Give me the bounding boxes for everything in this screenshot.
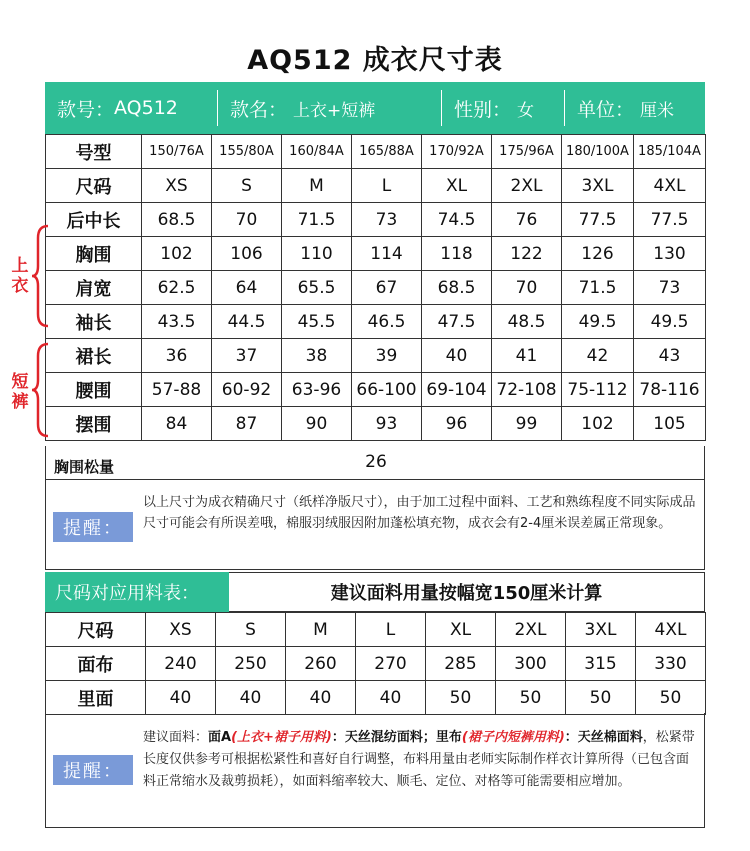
- table-cell: 70: [212, 203, 282, 237]
- table-cell: 40: [286, 681, 356, 715]
- tip-highlight: (裙子内短裤用料): [461, 730, 565, 745]
- row-label: 摆围: [46, 407, 142, 441]
- table-cell: 87: [212, 407, 282, 441]
- table-cell: 50: [566, 681, 636, 715]
- tip-text: 以上尺寸为成衣精确尺寸（纸样净版尺寸），由于加工过程中面料、工艺和熟练程度不同实际成品尺寸可能会有所误差哦，棉服羽绒服因附加蓬松填充物，成衣会有2-4厘米误差属正常现象。: [143, 495, 696, 531]
- table-cell: XS: [146, 613, 216, 647]
- table-cell: M: [286, 613, 356, 647]
- table-row: [46, 681, 706, 715]
- table-cell: 2XL: [496, 613, 566, 647]
- table-cell: 285: [426, 647, 496, 681]
- table-cell: 76: [492, 203, 562, 237]
- table-cell: XL: [422, 169, 492, 203]
- table-row: [46, 407, 706, 441]
- table-cell: 110: [282, 237, 352, 271]
- bottom-brace-icon: [30, 342, 52, 438]
- table-cell: 73: [634, 271, 706, 305]
- row-label: 腰围: [46, 373, 142, 407]
- table-cell: 180/100A: [562, 135, 634, 169]
- table-cell: 50: [496, 681, 566, 715]
- table-cell: 60-92: [212, 373, 282, 407]
- spec-header-bar: [45, 82, 705, 134]
- table-cell: 48.5: [492, 305, 562, 339]
- table-cell: 102: [142, 237, 212, 271]
- fabric-table: [45, 612, 706, 715]
- table-cell: 330: [636, 647, 706, 681]
- table-cell: L: [356, 613, 426, 647]
- table-cell: 69-104: [422, 373, 492, 407]
- row-label: 里面: [46, 681, 146, 715]
- chest-ease-row: [45, 446, 705, 480]
- table-cell: 4XL: [634, 169, 706, 203]
- table-row: [46, 135, 706, 169]
- tip-text-part: ：天丝混纺面料；里布: [331, 730, 462, 745]
- table-cell: 64: [212, 271, 282, 305]
- table-cell: 42: [562, 339, 634, 373]
- tip-text-part: ：: [564, 730, 578, 745]
- table-cell: XS: [142, 169, 212, 203]
- table-cell: 315: [566, 647, 636, 681]
- tip-text-part: 天丝棉面料: [577, 730, 643, 745]
- table-cell: 114: [352, 237, 422, 271]
- table-cell: 4XL: [636, 613, 706, 647]
- table-cell: 160/84A: [282, 135, 352, 169]
- tip-badge: 提醒：: [53, 512, 133, 542]
- row-label: 胸围: [46, 237, 142, 271]
- table-cell: 99: [492, 407, 562, 441]
- table-cell: 3XL: [562, 169, 634, 203]
- table-row: [46, 647, 706, 681]
- table-cell: 2XL: [492, 169, 562, 203]
- table-cell: 67: [352, 271, 422, 305]
- table-cell: 36: [142, 339, 212, 373]
- row-label: 袖长: [46, 305, 142, 339]
- top-garment-side-label: 上衣: [11, 256, 29, 296]
- tip-highlight: (上衣+裙子用料): [231, 730, 332, 745]
- table-cell: 65.5: [282, 271, 352, 305]
- table-cell: 175/96A: [492, 135, 562, 169]
- table-row: [46, 339, 706, 373]
- table-cell: 106: [212, 237, 282, 271]
- unit-value: 厘米: [640, 100, 675, 121]
- style-number: [45, 82, 217, 134]
- row-label: 号型: [46, 135, 142, 169]
- table-cell: 105: [634, 407, 706, 441]
- table-row: [46, 169, 706, 203]
- table-cell: 150/76A: [142, 135, 212, 169]
- table-cell: 50: [426, 681, 496, 715]
- table-cell: 41: [492, 339, 562, 373]
- table-cell: 170/92A: [422, 135, 492, 169]
- style-number-label: 款号：: [57, 98, 115, 121]
- table-cell: 84: [142, 407, 212, 441]
- table-cell: 77.5: [634, 203, 706, 237]
- table-cell: 72-108: [492, 373, 562, 407]
- tip-badge: 提醒：: [53, 755, 133, 785]
- unit: [565, 82, 703, 134]
- style-name: [218, 82, 441, 134]
- table-cell: S: [216, 613, 286, 647]
- table-cell: XL: [426, 613, 496, 647]
- table-cell: 57-88: [142, 373, 212, 407]
- table-cell: 71.5: [282, 203, 352, 237]
- style-number-value: AQ512: [114, 97, 178, 119]
- table-cell: L: [352, 169, 422, 203]
- table-cell: S: [212, 169, 282, 203]
- tip-text-part: 建议面料：: [143, 730, 209, 745]
- table-cell: 40: [356, 681, 426, 715]
- table-cell: 240: [146, 647, 216, 681]
- shorts-side-label: 短裤: [11, 372, 29, 412]
- table-row: [46, 613, 706, 647]
- table-cell: 49.5: [562, 305, 634, 339]
- table-cell: 38: [282, 339, 352, 373]
- table-cell: 49.5: [634, 305, 706, 339]
- table-row: [46, 373, 706, 407]
- table-cell: 75-112: [562, 373, 634, 407]
- tip-box-sizes: [45, 480, 705, 570]
- table-cell: 102: [562, 407, 634, 441]
- table-cell: 40: [216, 681, 286, 715]
- table-cell: 74.5: [422, 203, 492, 237]
- size-table: [45, 134, 706, 441]
- unit-label: 单位：: [577, 98, 635, 121]
- table-cell: 122: [492, 237, 562, 271]
- table-cell: 40: [422, 339, 492, 373]
- table-row: [46, 237, 706, 271]
- style-name-value: 上衣+短裤: [293, 100, 376, 121]
- table-cell: 118: [422, 237, 492, 271]
- table-cell: 93: [352, 407, 422, 441]
- fabric-section-subtitle: 建议面料用量按幅宽150厘米计算: [229, 572, 705, 612]
- table-cell: 47.5: [422, 305, 492, 339]
- table-cell: 44.5: [212, 305, 282, 339]
- gender-label: 性别：: [454, 98, 512, 121]
- style-name-label: 款名：: [230, 98, 288, 121]
- table-cell: 126: [562, 237, 634, 271]
- table-cell: 37: [212, 339, 282, 373]
- table-cell: 43.5: [142, 305, 212, 339]
- page-title: AQ512 成衣尺寸表: [247, 45, 503, 76]
- table-cell: 71.5: [562, 271, 634, 305]
- top-brace-icon: [30, 224, 52, 328]
- table-row: [46, 203, 706, 237]
- table-cell: 77.5: [562, 203, 634, 237]
- table-cell: 300: [496, 647, 566, 681]
- table-cell: 46.5: [352, 305, 422, 339]
- table-cell: 185/104A: [634, 135, 706, 169]
- table-cell: 68.5: [142, 203, 212, 237]
- table-cell: 165/88A: [352, 135, 422, 169]
- table-cell: 78-116: [634, 373, 706, 407]
- row-label: 面布: [46, 647, 146, 681]
- tip-text-part: ，松紧带长度仅供参考可根据松紧性和喜好自行调整，布料用量由老师实际制作样衣计算所得（已包含面料正常缩水及裁剪损耗），如面料缩率较大、顺毛、定位、对格等可能需要相应增加。: [143, 730, 695, 789]
- table-cell: 3XL: [566, 613, 636, 647]
- table-cell: 62.5: [142, 271, 212, 305]
- chest-ease-label: 胸围松量: [54, 458, 115, 476]
- table-cell: 43: [634, 339, 706, 373]
- table-cell: 130: [634, 237, 706, 271]
- table-cell: 40: [146, 681, 216, 715]
- table-cell: 66-100: [352, 373, 422, 407]
- table-cell: 50: [636, 681, 706, 715]
- tip-text-part: 面A: [208, 730, 232, 745]
- table-cell: 63-96: [282, 373, 352, 407]
- table-cell: M: [282, 169, 352, 203]
- table-cell: 270: [356, 647, 426, 681]
- table-cell: 45.5: [282, 305, 352, 339]
- table-cell: 70: [492, 271, 562, 305]
- gender: [442, 82, 564, 134]
- row-label: 后中长: [46, 203, 142, 237]
- table-cell: 260: [286, 647, 356, 681]
- row-label: 肩宽: [46, 271, 142, 305]
- chest-ease-value: 26: [365, 452, 387, 472]
- table-cell: 90: [282, 407, 352, 441]
- table-cell: 39: [352, 339, 422, 373]
- table-row: [46, 271, 706, 305]
- table-cell: 96: [422, 407, 492, 441]
- tip-box-fabric: [45, 713, 705, 828]
- table-cell: 250: [216, 647, 286, 681]
- fabric-section-title: 尺码对应用料表：: [45, 572, 229, 612]
- table-cell: 155/80A: [212, 135, 282, 169]
- gender-value: 女: [517, 100, 535, 121]
- row-label: 尺码: [46, 613, 146, 647]
- table-row: [46, 305, 706, 339]
- row-label: 尺码: [46, 169, 142, 203]
- fabric-section-header: [45, 572, 705, 612]
- table-cell: 73: [352, 203, 422, 237]
- fabric-tip-text: [143, 727, 701, 793]
- table-cell: 68.5: [422, 271, 492, 305]
- row-label: 裙长: [46, 339, 142, 373]
